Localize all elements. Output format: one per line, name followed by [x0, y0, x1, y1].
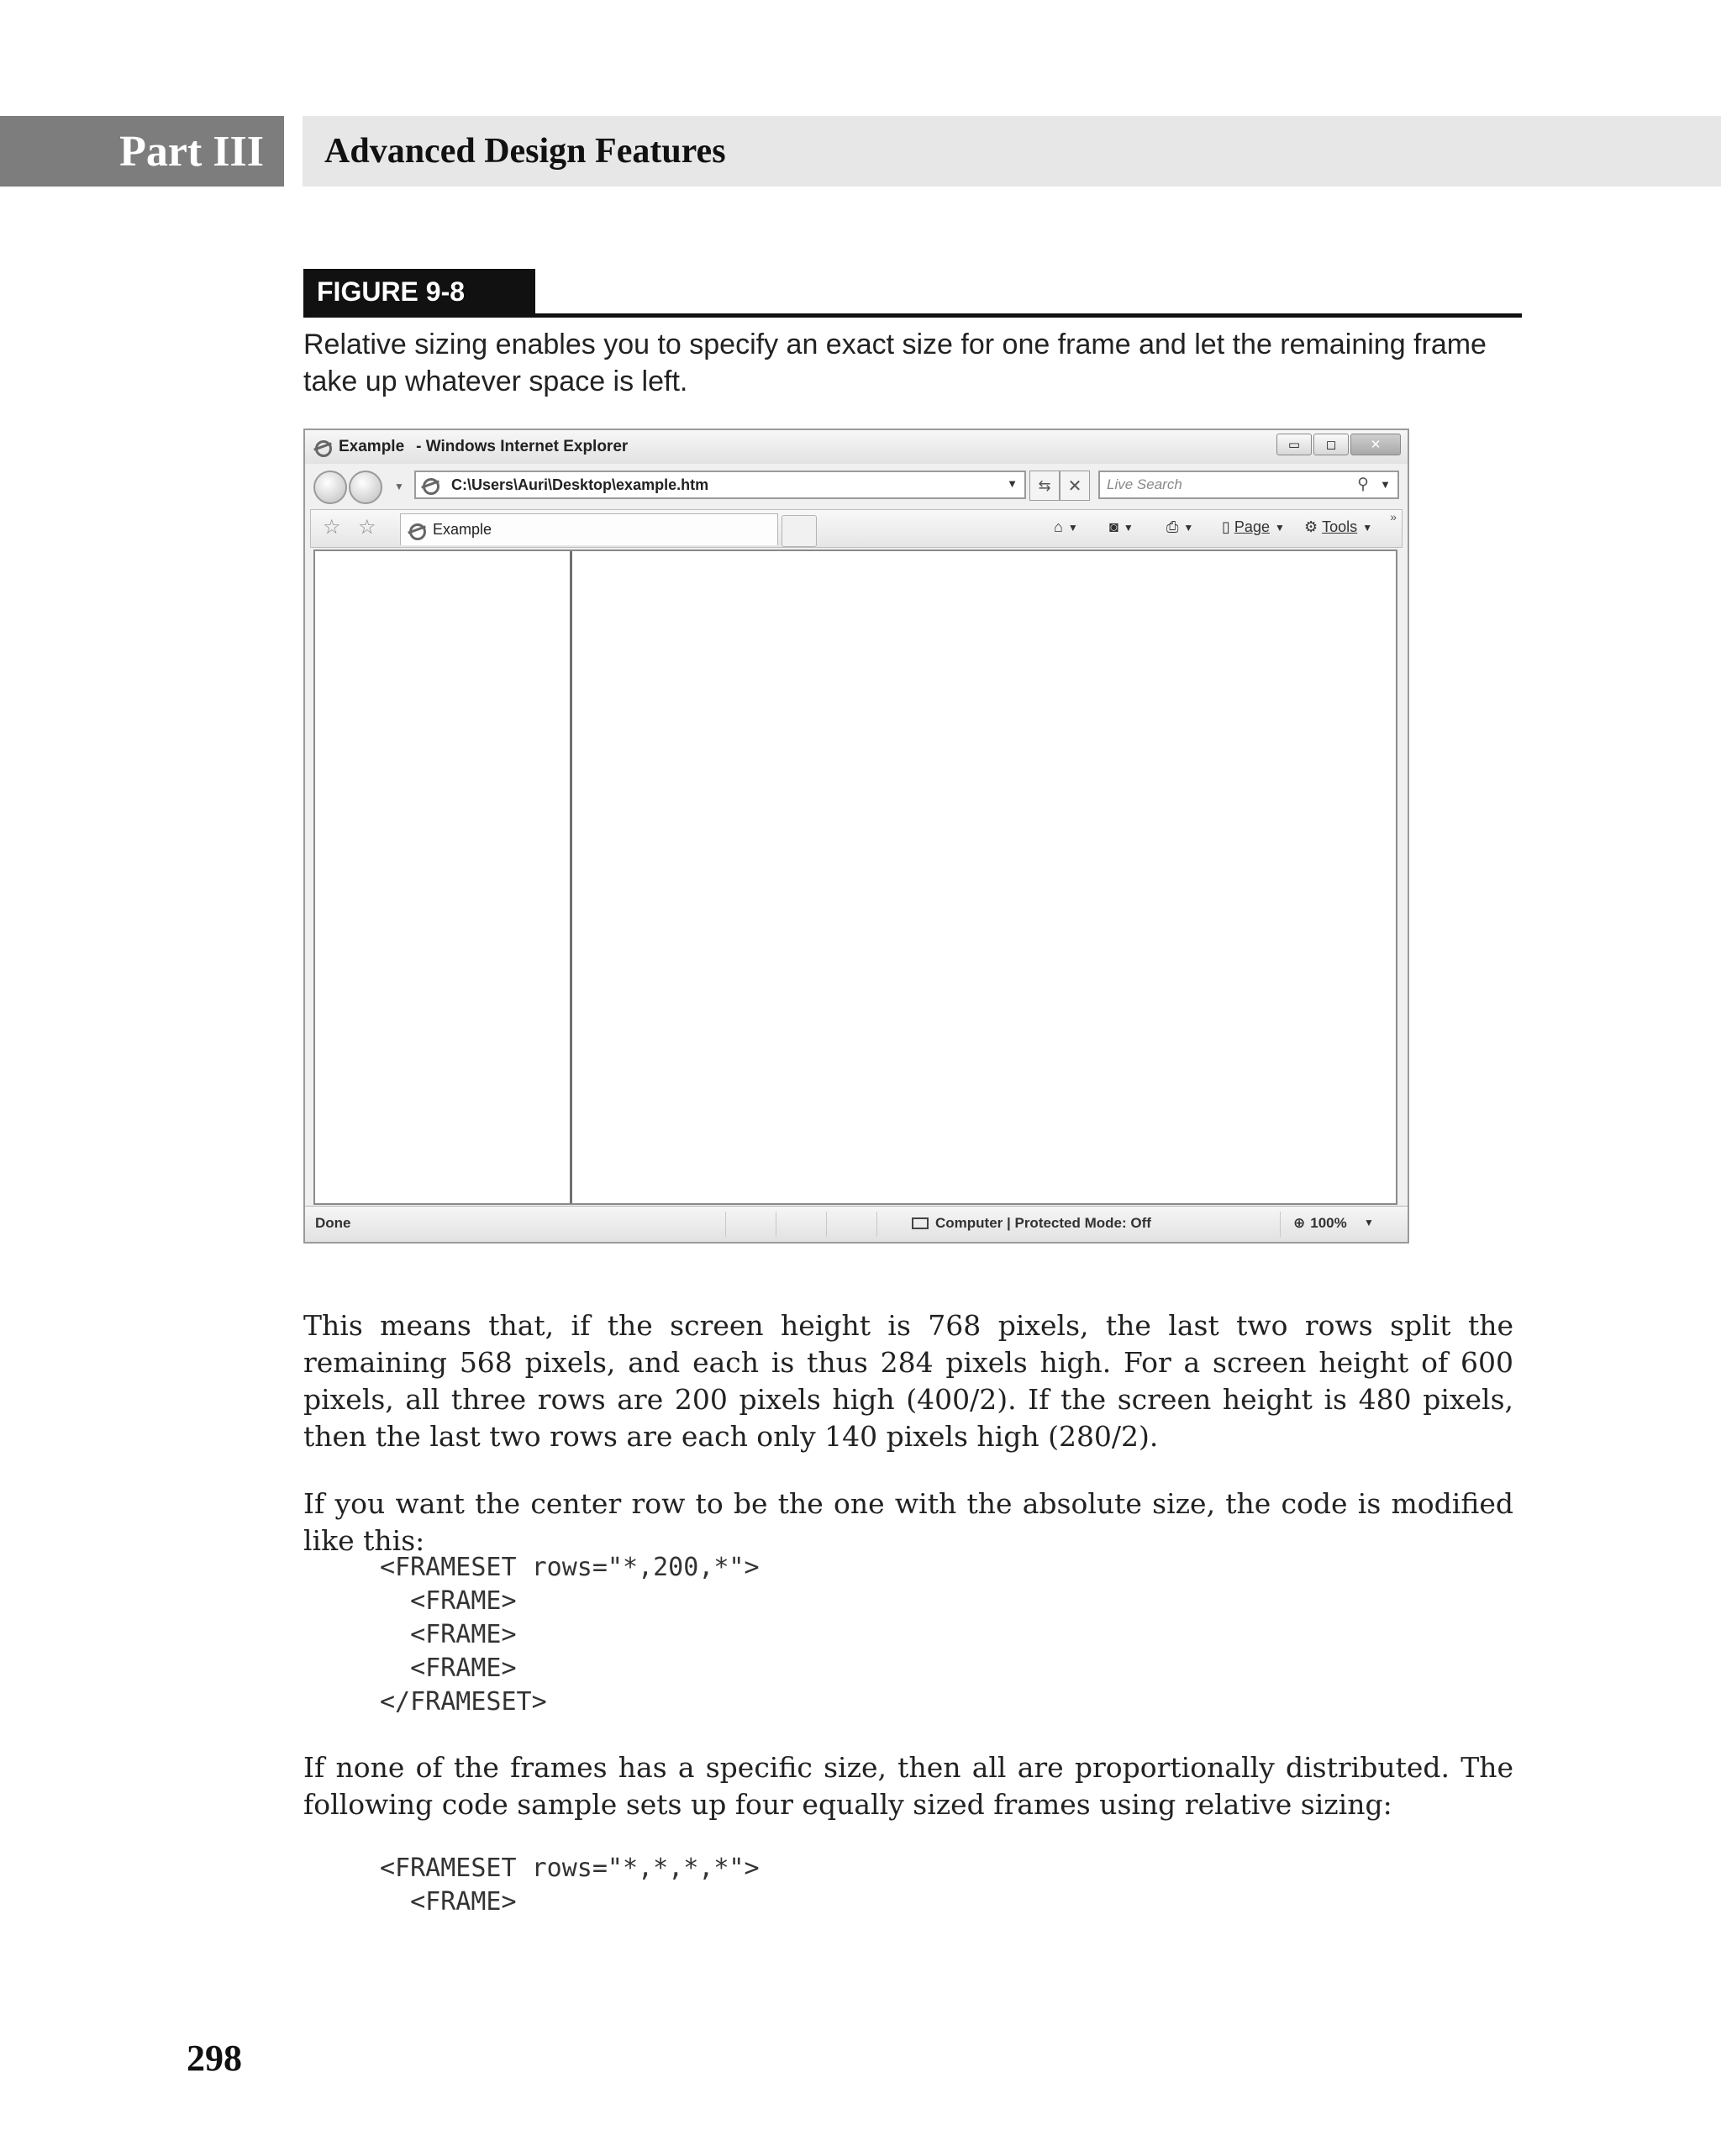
title-bar — [305, 430, 1408, 464]
feeds-icon[interactable]: ◙ ▼ — [1109, 518, 1134, 535]
search-dropdown-icon[interactable]: ▼ — [1380, 478, 1391, 491]
status-separator — [1280, 1212, 1281, 1237]
figure-rule — [303, 313, 1522, 318]
add-favorites-icon[interactable]: ☆ — [358, 516, 376, 539]
minimize-button[interactable]: ▭ — [1276, 434, 1312, 455]
status-bar — [305, 1206, 1408, 1242]
address-dropdown-icon[interactable]: ▼ — [1007, 477, 1018, 490]
forward-button[interactable] — [349, 471, 382, 504]
tab-page-icon — [408, 521, 426, 539]
page-menu[interactable]: ▯ Page ▼ — [1222, 518, 1285, 535]
figure-label: FIGURE 9-8 — [303, 269, 535, 314]
home-icon[interactable]: ⌂ ▼ — [1054, 518, 1078, 535]
security-zone[interactable] — [912, 1215, 1151, 1232]
back-button[interactable] — [313, 471, 347, 504]
favorites-star-icon[interactable]: ☆ — [323, 516, 341, 539]
window-controls — [1275, 434, 1401, 455]
code-block-2: <FRAMESET rows="*,*,*,*"> <FRAME> — [380, 1854, 760, 1917]
part-tab — [0, 116, 284, 187]
status-separator — [876, 1212, 877, 1237]
page-number: 298 — [187, 2038, 242, 2079]
history-dropdown-icon[interactable]: ▼ — [394, 481, 404, 492]
window-title-app: - Windows Internet Explorer — [416, 438, 629, 455]
computer-icon — [912, 1217, 929, 1229]
gear-icon: ⚙ — [1304, 518, 1318, 535]
page-menu-label: Page — [1234, 518, 1270, 535]
browser-window — [303, 429, 1409, 1244]
status-text: Done — [315, 1215, 351, 1231]
zoom-dropdown-icon[interactable]: ▼ — [1364, 1217, 1374, 1228]
refresh-button[interactable]: ⇆ — [1029, 471, 1060, 501]
search-input[interactable] — [1098, 471, 1399, 499]
status-separator — [725, 1212, 726, 1237]
window-title-page: Example — [339, 438, 405, 455]
part-label: Part III — [119, 127, 264, 176]
command-bar — [310, 509, 1403, 548]
search-icon[interactable]: ⚲ — [1357, 476, 1369, 493]
status-separator — [826, 1212, 827, 1237]
tab-label: Example — [433, 521, 492, 538]
paragraph-3: If none of the frames has a specific size, then all are proportionally distributed. The following code sample sets up four equally sized frames using relative sizing: — [303, 1751, 1513, 1821]
navigation-bar — [305, 465, 1408, 507]
figure-caption: Relative sizing enables you to specify an exact size for one frame and let the remaining frame take up whatever space is left. — [303, 329, 1487, 397]
zoom-icon: ⊕ — [1293, 1215, 1306, 1231]
chapter-title: Advanced Design Features — [324, 132, 726, 171]
page-menu-icon: ▯ — [1222, 518, 1230, 535]
address-bar[interactable] — [414, 471, 1026, 499]
tab-example[interactable] — [400, 513, 778, 545]
tools-menu[interactable]: ⚙ Tools ▼ — [1304, 518, 1373, 535]
figure-label-row — [303, 269, 1522, 318]
zoom-text: 100% — [1310, 1215, 1347, 1231]
maximize-button[interactable]: ◻ — [1313, 434, 1349, 455]
paragraph-1: This means that, if the screen height is 768 pixels, the last two rows split the remaining 568 pixels, and each is thus 284 pixels high. For a screen height of 600 pixels, all three rows are 200 pixels high (400/2). If the screen height is 480 pixels, then the last two rows are each only 140 pixels high (280/2). — [303, 1309, 1513, 1453]
page-icon — [421, 476, 439, 494]
left-frame — [315, 551, 572, 1203]
new-tab-button[interactable] — [782, 515, 817, 547]
print-icon[interactable]: ⎙ ▼ — [1166, 518, 1194, 535]
ie-logo-icon — [313, 438, 332, 456]
code-block-1: <FRAMESET rows="*,200,*"> <FRAME> <FRAME> <FRAME> </FRAMESET> — [380, 1553, 760, 1717]
frameset-content — [313, 550, 1397, 1205]
chevron-right-icon[interactable]: » — [1390, 510, 1397, 523]
stop-button[interactable]: ✕ — [1060, 471, 1090, 501]
zoom-control[interactable] — [1293, 1215, 1347, 1232]
close-button[interactable]: ✕ — [1350, 434, 1401, 455]
chapter-header — [303, 116, 1721, 187]
address-value: C:\Users\Auri\Desktop\example.htm — [451, 476, 709, 493]
search-placeholder: Live Search — [1107, 476, 1182, 492]
zone-text: Computer | Protected Mode: Off — [935, 1215, 1151, 1231]
tools-menu-label: Tools — [1322, 518, 1358, 535]
paragraph-2: If you want the center row to be the one with the absolute size, the code is modified like this: — [303, 1487, 1513, 1557]
